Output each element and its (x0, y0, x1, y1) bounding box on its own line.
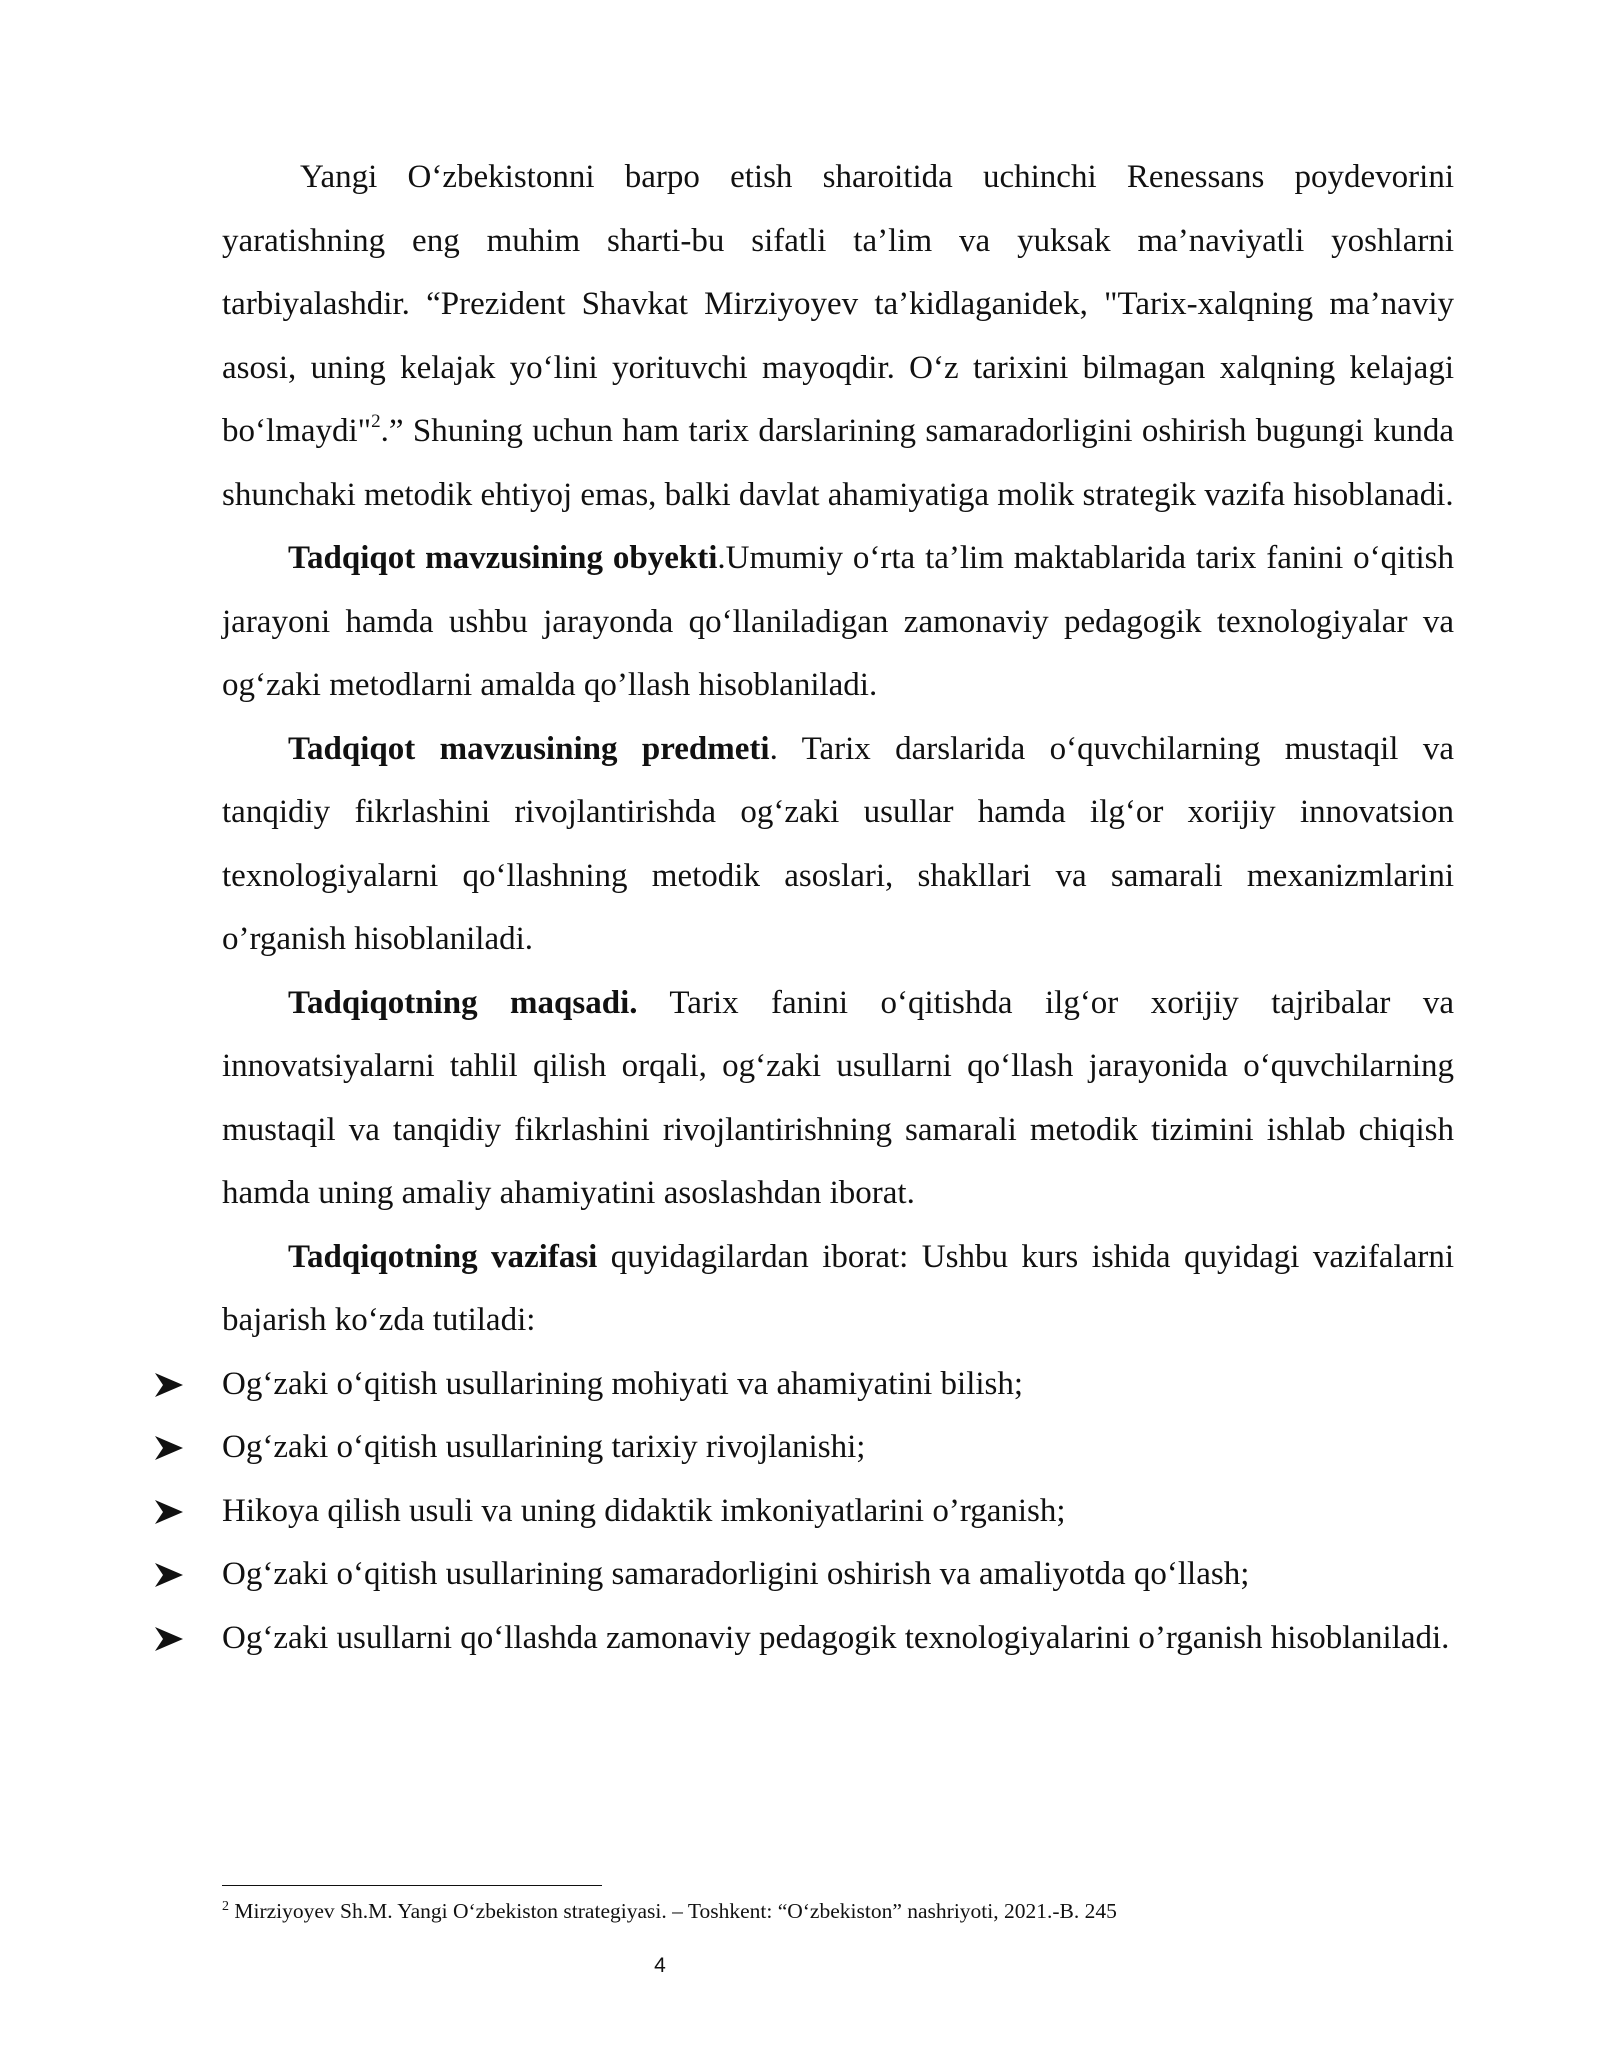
research-tasks-heading: Tadqiqotning vazifasi (288, 1238, 598, 1275)
research-object-text: .Umumiy o‘rta ta’lim maktablarida tarix fanini o‘qitish jarayoni hamda ushbu jarayonda qo‘llaniladigan zamonaviy pedagogik texnologiyalar va og‘zaki metodlarni amalda qo’llash hisoblaniladi. (222, 540, 1454, 703)
page-number: 4 (654, 1954, 666, 1977)
research-subject-paragraph (222, 718, 1454, 972)
research-object-heading: Tadqiqot mavzusining obyekti (288, 540, 718, 576)
task-list (222, 1353, 1454, 1671)
task-text: Og‘zaki o‘qitish usullarining tarixiy rivojlanishi; (222, 1429, 866, 1465)
research-subject-text: . Tarix darslarida o‘quvchilarning mustaqil va tanqidiy fikrlashini rivojlantirishda og‘zaki usullar hamda ilg‘or xorijiy innovatsion texnologiyalarni qo‘llashning metodik asoslari, shakllari va samarali mexanizmlarini o’rganish hisoblaniladi. (222, 730, 1455, 957)
research-goal-text: Tarix fanini o‘qitishda ilg‘or xorijiy tajribalar va innovatsiyalarni tahlil qilish orqali, og‘zaki usullarni qo‘llash jarayonida o‘quvchilarning mustaqil va tanqidiy fikrlashini rivojlantirishning samarali metodik tizimini ishlab chiqish hamda uning amaliy ahamiyatini asoslashdan iborat. (222, 984, 1454, 1211)
intro-text-continued: .” Shuning uchun ham tarix darslarining samaradorligini oshirish bugungi kunda shunchaki metodik ehtiyoj emas, balki davlat ahamiyatiga molik strategik vazifa hisoblanadi. (222, 413, 1454, 513)
task-text: Og‘zaki o‘qitish usullarining samaradorligini oshirish va amaliyotda qo‘llash; (222, 1556, 1250, 1592)
arrowhead-bullet-icon (154, 1480, 194, 1544)
research-tasks-text: quyidagilardan iborat: Ushbu kurs ishida quyidagi vazifalarni bajarish ko‘zda tutiladi: (222, 1238, 1454, 1338)
footnote-separator (222, 1885, 602, 1886)
research-subject-heading: Tadqiqot mavzusining predmeti (288, 730, 770, 767)
task-text: Og‘zaki o‘qitish usullarining mohiyati va ahamiyatini bilish; (222, 1365, 1024, 1402)
footnote-text: Mirziyoyev Sh.M. Yangi O‘zbekiston strategiyasi. – Toshkent: “O‘zbekiston” nashriyoti, 2021.-B. 245 (229, 1899, 1117, 1923)
research-tasks-paragraph (222, 1226, 1454, 1353)
task-text: Og‘zaki usullarni qo‘llashda zamonaviy pedagogik texnologiyalarini o’rganish hisoblaniladi. (222, 1619, 1450, 1656)
arrowhead-bullet-icon (154, 1543, 194, 1607)
body-text (222, 146, 1454, 1670)
research-goal-paragraph (222, 972, 1454, 1226)
task-list-item (222, 1480, 1454, 1544)
task-text: Hikoya qilish usuli va uning didaktik imkoniyatlarini o’rganish; (222, 1492, 1066, 1529)
task-list-item (222, 1607, 1454, 1671)
intro-paragraph (222, 146, 1454, 527)
task-list-item (222, 1543, 1454, 1607)
arrowhead-bullet-icon (154, 1607, 194, 1671)
research-object-paragraph (222, 527, 1454, 718)
task-list-item (222, 1353, 1454, 1417)
arrowhead-bullet-icon (154, 1416, 194, 1480)
research-goal-heading: Tadqiqotning maqsadi. (288, 984, 638, 1021)
footnote (222, 1896, 1454, 1926)
footnote-reference[interactable]: 2 (371, 411, 381, 432)
footnote-marker: 2 (222, 1899, 229, 1914)
task-list-item (222, 1416, 1454, 1480)
arrowhead-bullet-icon (154, 1353, 194, 1417)
intro-text: Yangi O‘zbekistonni barpo etish sharoitida uchinchi Renessans poydevorini yaratishning eng muhim sharti-bu sifatli ta’lim va yuksak ma’naviyatli yoshlarni tarbiyalashdir. “Prezident Shavkat Mirziyoyev ta’kidlaganidek, "Tarix-xalqning ma’naviy asosi, uning kelajak yo‘lini yorituvchi mayoqdir. O‘z tarixini bilmagan xalqning kelajagi bo‘lmaydi" (222, 159, 1454, 449)
